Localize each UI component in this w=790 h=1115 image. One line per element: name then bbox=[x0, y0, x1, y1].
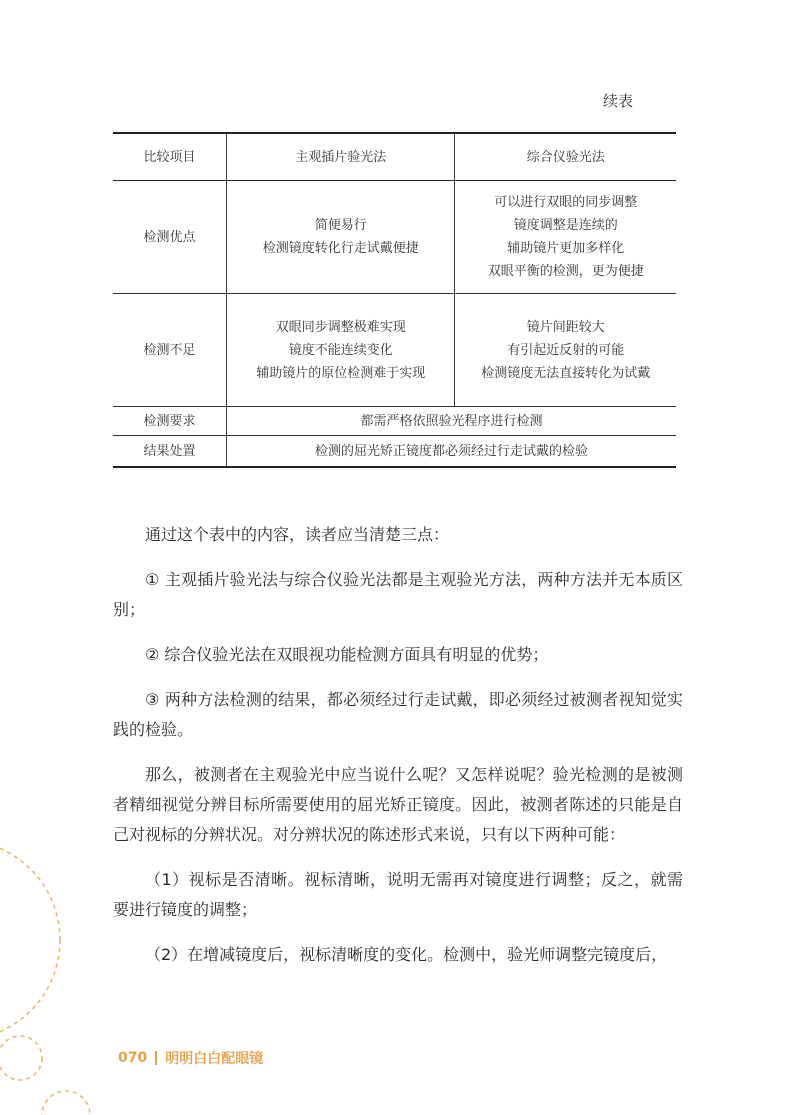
deco-circle-small bbox=[0, 1036, 42, 1080]
cell-line: 双眼平衡的检测，更为便捷 bbox=[487, 264, 644, 279]
cell-line: 有引起近反射的可能 bbox=[507, 342, 625, 358]
continued-label: 续表 bbox=[603, 92, 634, 110]
page-number: 070 bbox=[118, 1050, 148, 1066]
table-header-row bbox=[113, 133, 676, 181]
table-row-requirement bbox=[113, 407, 676, 436]
cell-line: 辅助镜片更加多样化 bbox=[507, 241, 625, 256]
cell-line: 镜片间距较大 bbox=[526, 319, 605, 335]
cell-line: 检测镜度转化行走试戴便捷 bbox=[262, 241, 419, 256]
intro-paragraph: 通过这个表中的内容，读者应当清楚三点： bbox=[145, 525, 450, 544]
advantages-phoropter bbox=[455, 181, 676, 294]
row-label: 检测优点 bbox=[113, 181, 227, 294]
deco-circle-bottom bbox=[42, 1091, 90, 1115]
point-3: ③ 两种方法检测的结果，都必须经过行走试戴，即必须经过被测者视知觉实践的检验。 bbox=[113, 690, 683, 739]
requirement-value: 都需严格依照验光程序进行检测 bbox=[227, 407, 676, 436]
row-label: 检测要求 bbox=[113, 407, 227, 436]
page-footer bbox=[118, 1048, 263, 1068]
cell-line: 简便易行 bbox=[314, 218, 367, 233]
comparison-table bbox=[113, 132, 676, 468]
table-row-disadvantages bbox=[113, 294, 676, 407]
body-text bbox=[113, 520, 683, 970]
deco-circle-large bbox=[0, 840, 60, 1040]
main-paragraph: 那么，被测者在主观验光中应当说什么呢？又怎样说呢？验光检测的是被测者精细视觉分辨目标所需要使用的屈光矫正镜度。因此，被测者陈述的只能是自己对视标的分辨状况。对分辨状况的陈述形式来说，只有以下两种可能： bbox=[113, 765, 683, 844]
row-label: 检测不足 bbox=[113, 294, 227, 407]
cell-line: 镜度调整是连续的 bbox=[513, 218, 618, 233]
cell-line: 可以进行双眼的同步调整 bbox=[494, 195, 638, 210]
header-subjective: 主观插片验光法 bbox=[227, 133, 455, 181]
cell-line: 辅助镜片的原位检测难于实现 bbox=[256, 365, 426, 381]
cell-line: 检测镜度无法直接转化为试戴 bbox=[481, 365, 651, 381]
cell-line: 双眼同步调整极难实现 bbox=[275, 319, 406, 335]
header-item: 比较项目 bbox=[113, 133, 227, 181]
item-1: （1）视标是否清晰。视标清晰，说明无需再对镜度进行调整；反之，就需要进行镜度的调整； bbox=[113, 870, 683, 919]
advantages-subjective bbox=[227, 181, 455, 294]
point-1: ① 主观插片验光法与综合仪验光法都是主观验光方法，两种方法并无本质区别； bbox=[113, 570, 683, 619]
cell-line: 镜度不能连续变化 bbox=[288, 342, 393, 358]
book-title: 明明白白配眼镜 bbox=[165, 1051, 264, 1067]
row-label: 结果处置 bbox=[113, 436, 227, 468]
disadvantages-phoropter bbox=[455, 294, 676, 407]
item-2: （2）在增减镜度后，视标清晰度的变化。检测中，验光师调整完镜度后， bbox=[145, 945, 668, 964]
table-row-advantages bbox=[113, 181, 676, 294]
footer-divider bbox=[155, 1051, 157, 1065]
header-phoropter: 综合仪验光法 bbox=[455, 133, 676, 181]
point-2: ② 综合仪验光法在双眼视功能检测方面具有明显的优势； bbox=[145, 645, 549, 664]
table-row-result bbox=[113, 436, 676, 468]
result-value: 检测的屈光矫正镜度都必须经过行走试戴的检验 bbox=[227, 436, 676, 468]
disadvantages-subjective bbox=[227, 294, 455, 407]
